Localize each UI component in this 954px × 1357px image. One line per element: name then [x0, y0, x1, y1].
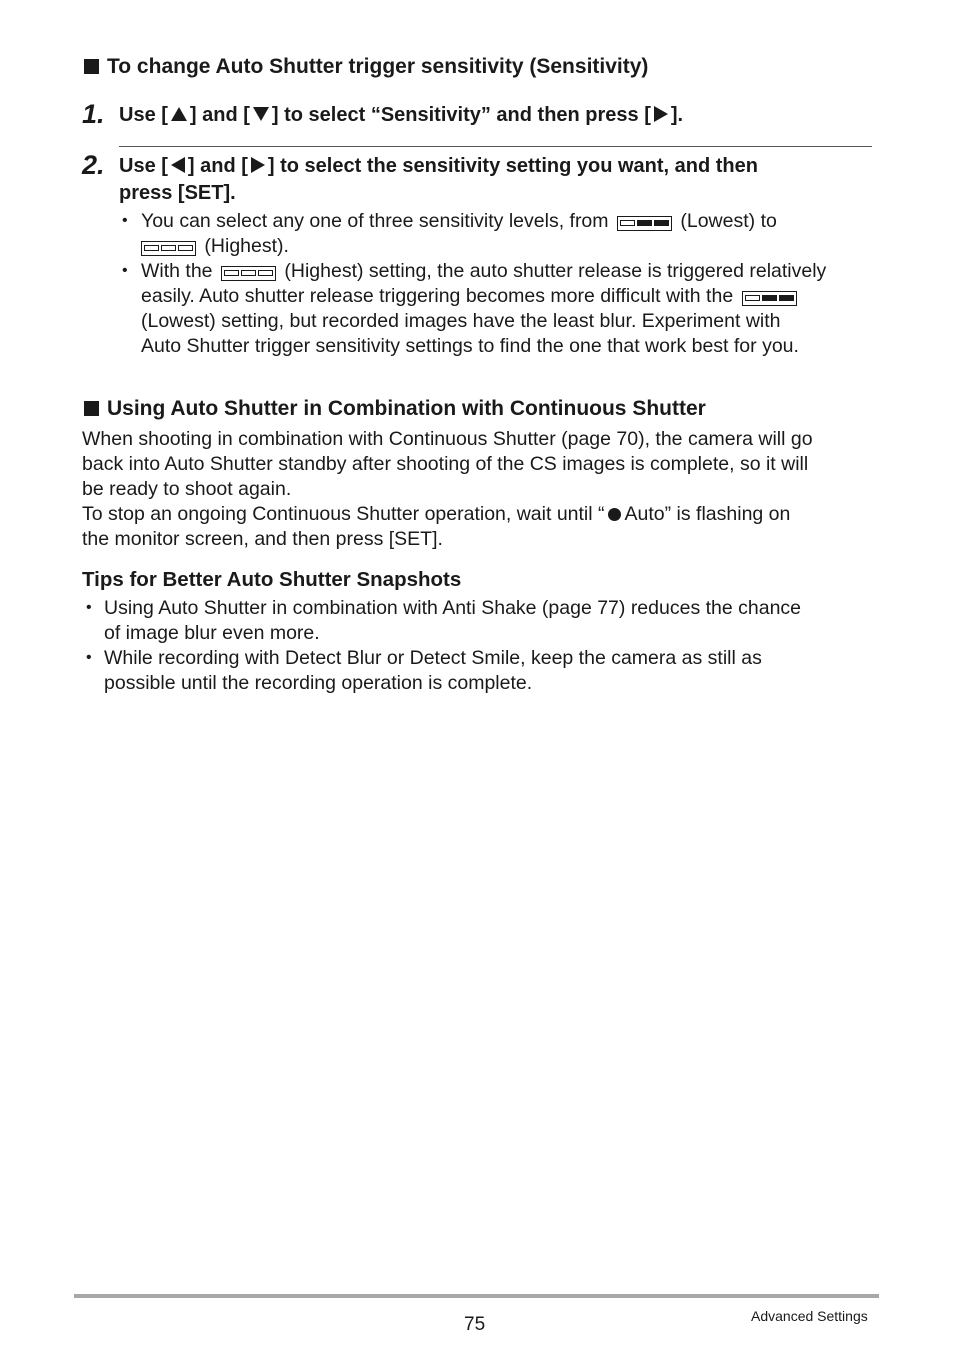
bullet-highest-setting-line2: easily. Auto shutter release triggering becomes more difficult with the [141, 284, 800, 309]
bullet-highest-setting-line3: (Lowest) setting, but recorded images have the least blur. Experiment with [141, 310, 781, 332]
paragraph-line: be ready to shoot again. [82, 478, 292, 500]
sensitivity-lowest-icon [742, 291, 797, 306]
square-bullet-icon [84, 59, 99, 74]
bullet-sensitivity-levels-line2: (Highest). [141, 234, 289, 259]
sensitivity-lowest-icon [617, 216, 672, 231]
tip-detect-blur-line1: While recording with Detect Blur or Detect Smile, keep the camera as still as [104, 647, 762, 669]
tip-anti-shake-line2: of image blur even more. [104, 622, 320, 644]
down-arrow-icon [253, 107, 269, 121]
footer-section-title: Advanced Settings [751, 1308, 868, 1324]
sensitivity-highest-icon [221, 266, 276, 281]
step-number-2: 2. [82, 150, 105, 180]
paragraph-line: To stop an ongoing Continuous Shutter operation, wait until “ Auto” is flashing on [82, 503, 791, 525]
bullet-dot: • [122, 262, 128, 279]
left-arrow-icon [171, 157, 185, 173]
paragraph-line: back into Auto Shutter standby after shooting of the CS images is complete, so it will [82, 453, 809, 475]
footer-rule [74, 1294, 879, 1298]
bullet-highest-setting-line4: Auto Shutter trigger sensitivity settings to find the one that work best for you. [141, 335, 799, 357]
tip-detect-blur-line2: possible until the recording operation is complete. [104, 672, 533, 694]
page-number: 75 [464, 1314, 486, 1335]
step-2-text: Use [ ] and [ ] to select the sensitivity setting you want, and then [119, 155, 758, 177]
step-number-1: 1. [82, 99, 105, 129]
tip-anti-shake-line1: Using Auto Shutter in combination with Anti Shake (page 77) reduces the chance [104, 597, 802, 619]
paragraph-line: the monitor screen, and then press [SET]. [82, 528, 443, 550]
bullet-highest-setting-line1: With the (Highest) setting, the auto shutter release is triggered relatively [141, 260, 827, 282]
bullet-dot: • [86, 599, 92, 616]
paragraph-line: When shooting in combination with Continuous Shutter (page 70), the camera will go [82, 428, 813, 450]
bullet-sensitivity-levels-line1: You can select any one of three sensitivity levels, from (Lowest) to [141, 210, 777, 232]
tips-heading: Tips for Better Auto Shutter Snapshots [82, 568, 462, 591]
up-arrow-icon [171, 107, 187, 121]
record-dot-icon [608, 508, 621, 521]
bullet-dot: • [122, 212, 128, 229]
step-divider [119, 146, 872, 147]
section-heading-continuous-shutter: Using Auto Shutter in Combination with Continuous Shutter [84, 397, 706, 421]
square-bullet-icon [84, 401, 99, 416]
step-2-text-line2: press [SET]. [119, 182, 236, 204]
step-1-text: Use [ ] and [ ] to select “Sensitivity” and then press [ ]. [119, 104, 684, 126]
bullet-dot: • [86, 649, 92, 666]
section-heading-sensitivity: To change Auto Shutter trigger sensitivity (Sensitivity) [84, 55, 648, 79]
sensitivity-highest-icon [141, 241, 196, 256]
right-arrow-icon [654, 106, 668, 122]
right-arrow-icon [251, 157, 265, 173]
